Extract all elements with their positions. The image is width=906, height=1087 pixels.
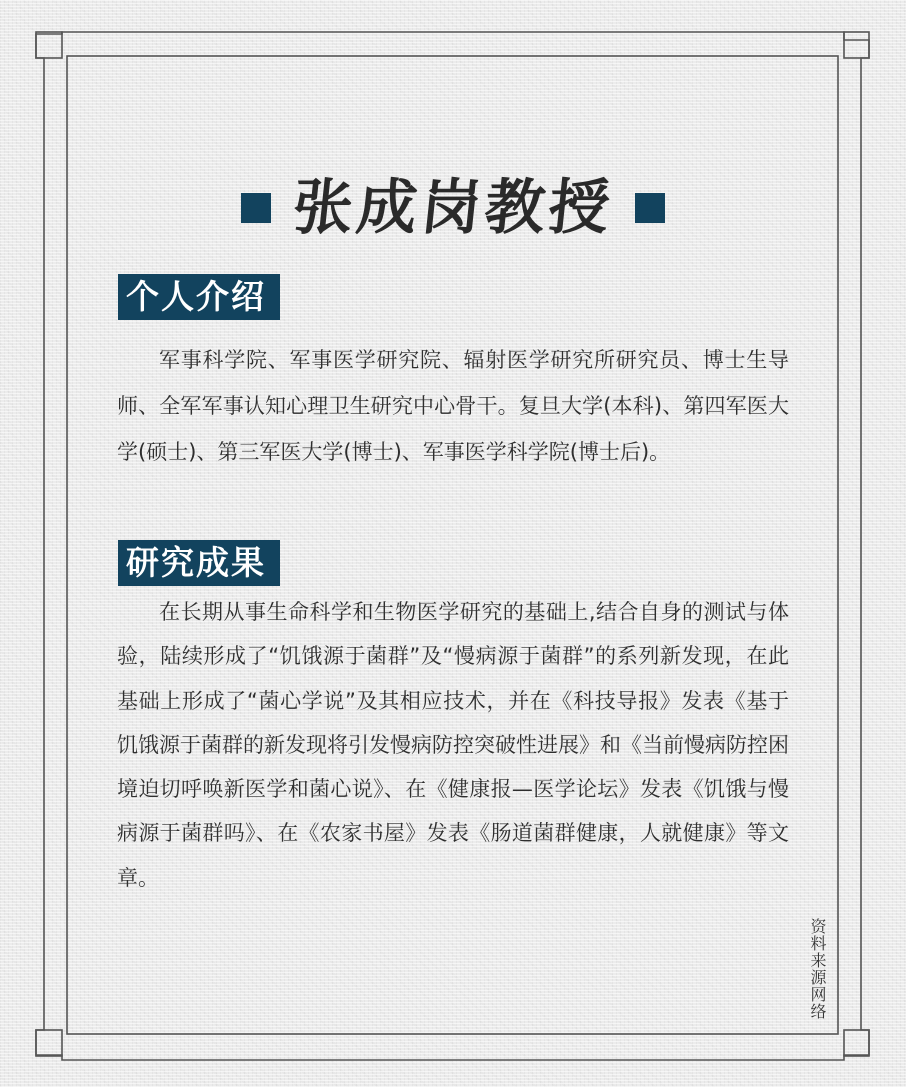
source-note: 资料来源网络 [808,918,827,1020]
page-title: 张成岗教授 [289,173,617,243]
section-label-intro: 个人介绍 [118,274,280,320]
title-right-square-icon [635,193,665,223]
title-row [0,168,906,248]
title-left-square-icon [241,193,271,223]
section-label-research: 研究成果 [118,540,280,586]
research-paragraph: 在长期从事生命科学和生物医学研究的基础上,结合自身的测试与体验，陆续形成了“饥饿源于菌群”及“慢病源于菌群”的系列新发现，在此基础上形成了“菌心学说”及其相应技术，并在《科技导报》发表《基于饥饿源于菌群的新发现将引发慢病防控突破性进展》和《当前慢病防控困境迫切呼唤新医学和菌心说》、在《健康报—医学论坛》发表《饥饿与慢病源于菌群吗》、在《农家书屋》发表《肠道菌群健康，人就健康》等文章。 [117,600,789,890]
intro-paragraph: 军事科学院、军事医学研究院、辐射医学研究所研究员、博士生导师、全军军事认知心理卫生研究中心骨干。复旦大学(本科)、第四军医大学(硕士)、第三军医大学(博士)、军事医学科学院(博士后)。 [117,348,789,464]
